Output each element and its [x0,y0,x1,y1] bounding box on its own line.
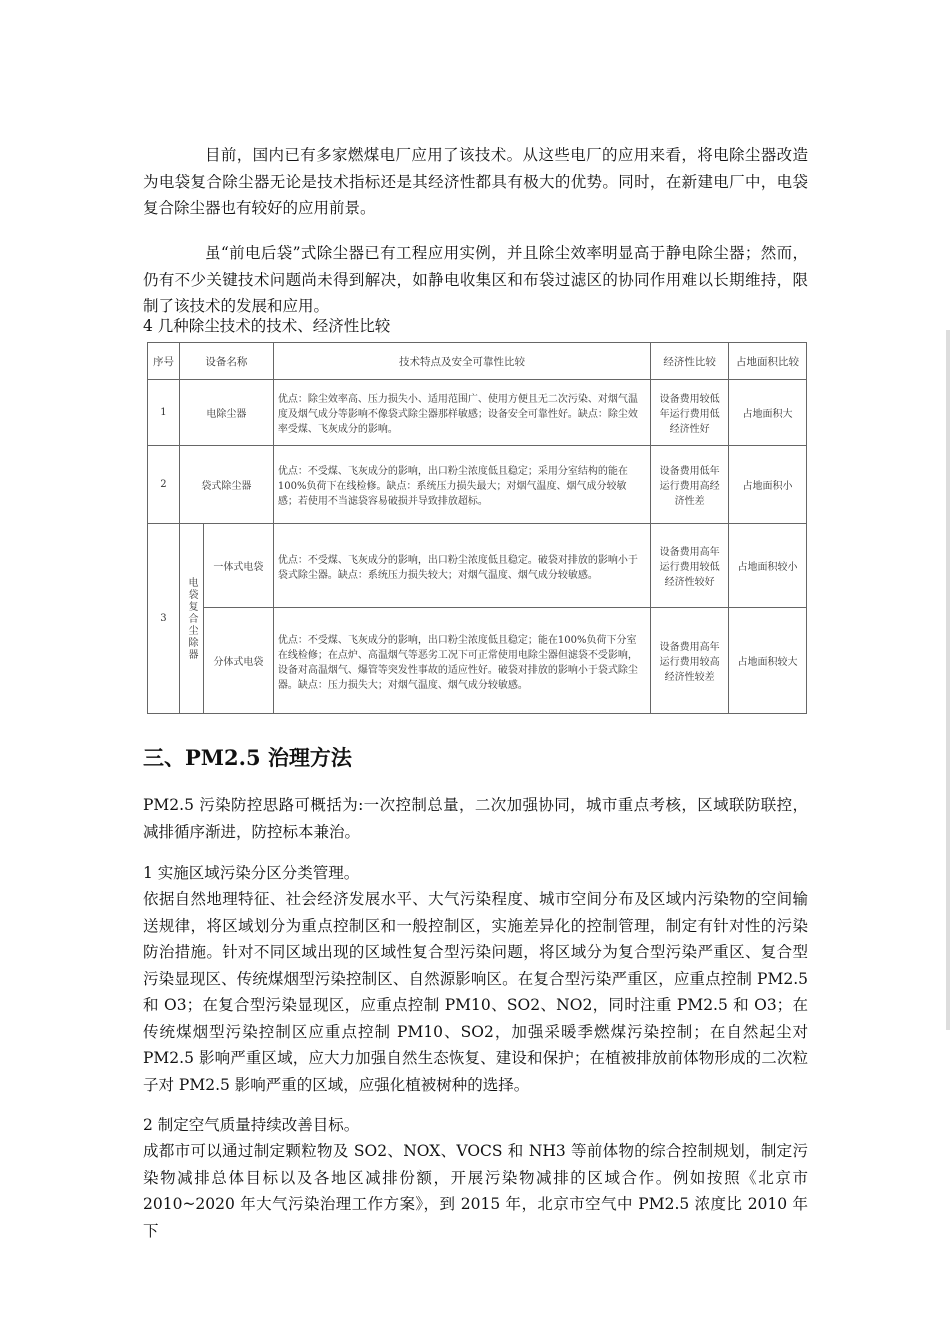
table-heading: 4 几种除尘技术的技术、经济性比较 [143,317,391,335]
cell-area: 占地面积小 [729,446,807,524]
table-row [148,608,807,714]
cell-area: 占地面积较小 [729,524,807,608]
paragraph-front-electric-rear-bag: 虽“前电后袋”式除尘器已有工程应用实例，并且除尘效率明显高于静电除尘器；然而，仍有不少关键技术问题尚未得到解决，如静电收集区和布袋过滤区的协同作用难以长期维持，限制了该技术的发展和应用。 [143,244,808,315]
cell-no: 2 [148,446,180,524]
section-title: 三、PM2.5 治理方法 [143,745,352,770]
cell-name: 分体式电袋 [203,608,273,714]
cell-econ: 设备费用较低年运行费用低经济性好 [651,380,729,446]
paragraph-electric-bag-application: 目前，国内已有多家燃煤电厂应用了该技术。从这些电厂的应用来看，将电除尘器改造为电袋复合除尘器无论是技术指标还是其经济性都具有极大的优势。同时，在新建电厂中，电袋复合除尘器也有较好的应用前景。 [143,146,808,217]
cell-tech: 优点：不受煤、飞灰成分的影响，出口粉尘浓度低且稳定；采用分室结构的能在100%负荷下在线检修。缺点：系统压力损失最大；对烟气温度、烟气成分较敏感；若使用不当滤袋容易破损并导致排放超标。 [273,446,650,524]
header-no: 序号 [148,343,180,380]
table-row [148,446,807,524]
cell-tech: 优点：不受煤、飞灰成分的影响，出口粉尘浓度低且稳定；能在100%负荷下分室在线检修；在点炉、高温烟气等恶劣工况下可正常使用电除尘器但滤袋不受影响，设备对高温烟气、爆管等突发性事故的适应性好。破袋对排放的影响小于袋式除尘器。缺点：压力损失大；对烟气温度、烟气成分较敏感。 [273,608,650,714]
subsection-2-title: 2 制定空气质量持续改善目标。 [143,1116,360,1134]
subsection-1-title: 1 实施区域污染分区分类管理。 [143,864,360,882]
page-edge-shadow [946,330,950,1030]
cell-area: 占地面积较大 [729,608,807,714]
header-name: 设备名称 [179,343,273,380]
table-row [148,524,807,608]
cell-tech: 优点：不受煤、飞灰成分的影响，出口粉尘浓度低且稳定。破袋对排放的影响小于袋式除尘器。缺点：系统压力损失较大；对烟气温度、烟气成分较敏感。 [273,524,650,608]
subsection-2-body: 成都市可以通过制定颗粒物及 SO2、NOX、VOCS 和 NH3 等前体物的综合控制规划，制定污染物减排总体目标以及各地区减排份额，开展污染物减排的区域合作。例如按照《北京市2010~2020 年大气污染治理工作方案》，到 2015 年，北京市空气中 PM2.5 浓度比 2010 年下 [143,1142,808,1240]
cell-area: 占地面积大 [729,380,807,446]
cell-name: 袋式除尘器 [179,446,273,524]
cell-econ: 设备费用高年运行费用较低经济性较好 [651,524,729,608]
cell-no: 3 [148,524,180,714]
cell-no: 1 [148,380,180,446]
cell-econ: 设备费用高年运行费用较高经济性较差 [651,608,729,714]
table-header-row [148,343,807,380]
cell-tech: 优点：除尘效率高、压力损失小、适用范围广、使用方便且无二次污染、对烟气温度及烟气成分等影响不像袋式除尘器那样敏感；设备安全可靠性好。缺点：除尘效率受煤、飞灰成分的影响。 [273,380,650,446]
header-tech: 技术特点及安全可靠性比较 [273,343,650,380]
cell-group: 电袋复合尘除器 [179,524,203,714]
cell-name: 电除尘器 [179,380,273,446]
section-intro: PM2.5 污染防控思路可概括为:一次控制总量，二次加强协同，城市重点考核，区域联防联控，减排循序渐进，防控标本兼治。 [143,796,808,841]
table-row [148,380,807,446]
comparison-table [147,342,807,714]
header-area: 占地面积比较 [729,343,807,380]
subsection-1-body: 依据自然地理特征、社会经济发展水平、大气污染程度、城市空间分布及区域内污染物的空间输送规律，将区域划分为重点控制区和一般控制区，实施差异化的控制管理，制定有针对性的污染防治措施。针对不同区域出现的区域性复合型污染问题，将区域分为复合型污染严重区、复合型污染显现区、传统煤烟型污染控制区、自然源影响区。在复合型污染严重区，应重点控制 PM2.5 和 O3；在复合型污染显现区，应重点控制 PM10、SO2、NO2，同时注重 PM2.5 和 O3；在传统煤烟型污染控制区应重点控制 PM10、SO2，加强采暖季燃煤污染控制；在自然起尘对 PM2.5 影响严重区域，应大力加强自然生态恢复、建设和保护；在植被排放前体物形成的二次粒子对 PM2.5 影响严重的区域，应强化植被树种的选择。 [143,890,808,1094]
header-econ: 经济性比较 [651,343,729,380]
cell-econ: 设备费用低年运行费用高经济性差 [651,446,729,524]
cell-name: 一体式电袋 [203,524,273,608]
